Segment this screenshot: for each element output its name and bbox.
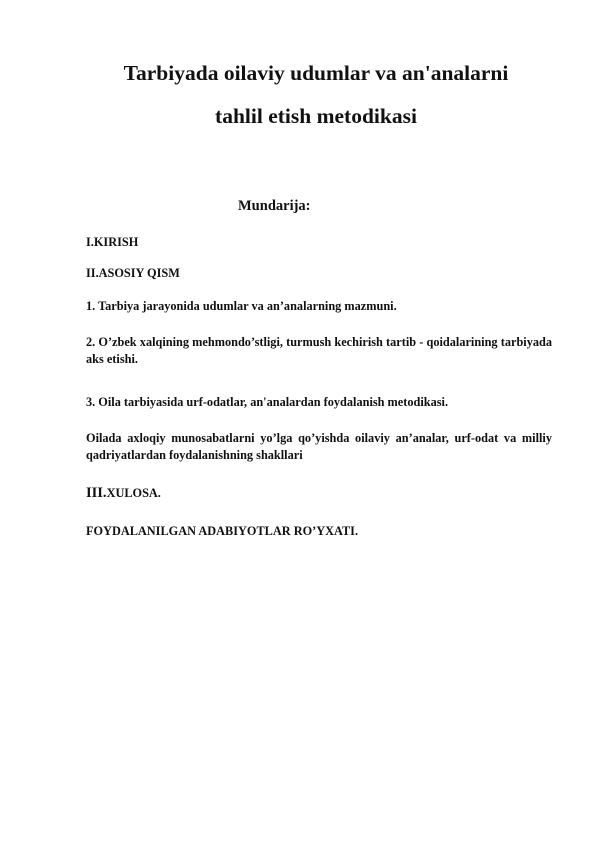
toc-item-asosiy-qism: II.ASOSIY QISM <box>86 266 180 280</box>
toc-item-xulosa-label: XULOSA. <box>106 486 161 500</box>
toc-item-3: 3. Oila tarbiyasida urf-odatlar, an'analardan foydalanish metodikasi. <box>86 395 449 409</box>
toc-item-xulosa-roman: III. <box>86 485 107 501</box>
toc-item-1: 1. Tarbiya jarayonida udumlar va an’analarning mazmuni. <box>86 299 397 313</box>
toc-item-adabiyotlar: FOYDALANILGAN ADABIYOTLAR RO’YXATI. <box>86 524 359 538</box>
toc-item-oilada: Oilada axloqiy munosabatlarni yo’lga qo’yishda oilaviy an’analar, urf-odat va milliy qadriyatlardan foydalanishning shakllari <box>86 431 552 462</box>
document-title-line-2: tahlil etish metodikasi <box>215 104 417 128</box>
table-of-contents-heading: Mundarija: <box>238 198 311 214</box>
toc-item-xulosa <box>86 485 552 502</box>
toc-item-kirish: I.KIRISH <box>86 235 139 249</box>
document-title-line-1: Tarbiyada oilaviy udumlar va an'analarni <box>123 61 509 85</box>
toc-item-2: 2. O’zbek xalqining mehmondo’stligi, turmush kechirish tartib - qoidalarining tarbiyada aks etishi. <box>86 335 552 366</box>
